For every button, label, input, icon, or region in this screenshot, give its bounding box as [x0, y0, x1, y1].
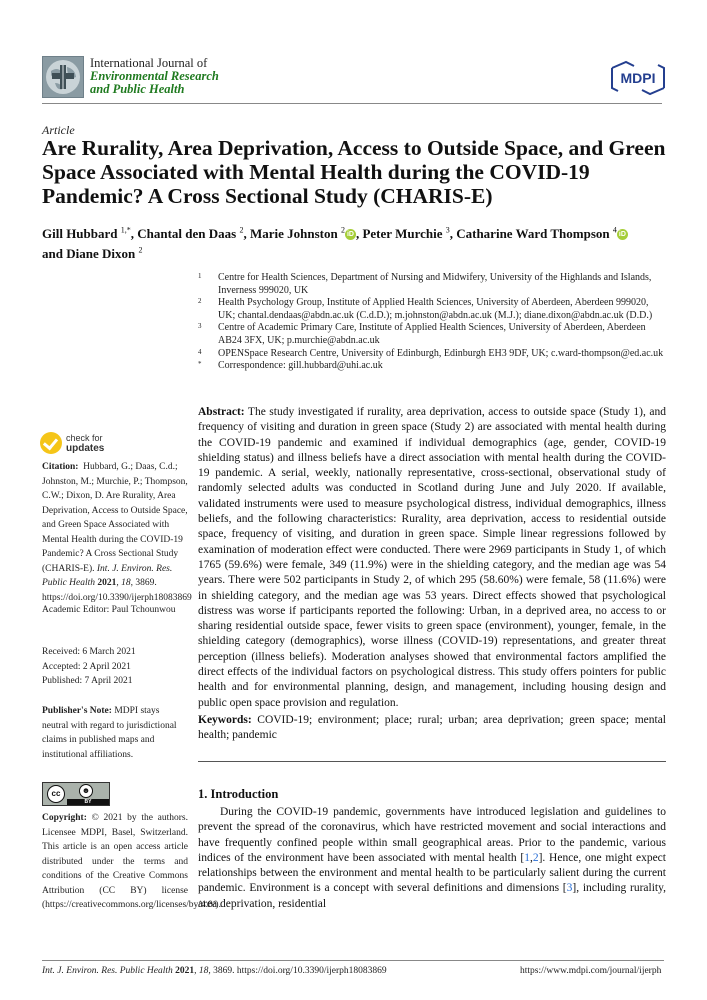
keywords-text: COVID-19; environment; place; rural; urban; area deprivation; green space; mental health; pandemic: [198, 714, 666, 742]
orcid-icon[interactable]: iD: [618, 231, 626, 239]
author: Peter Murchie $^3$,: [362, 226, 457, 242]
creative-commons-icon: cc: [47, 785, 65, 803]
journal-logo: [42, 56, 84, 98]
journal-name: [90, 57, 219, 96]
keywords: [198, 713, 666, 744]
journal-name-line1: International Journal of: [90, 56, 208, 70]
footer-citation: Int. J. Environ. Res. Public Health 2021, 18, 3869. https://doi.org/10.3390/ijerph18083869: [42, 966, 387, 976]
author: Gill Hubbard $^{1,*}$,: [42, 226, 138, 242]
copyright-notice: Copyright: © 2021 by the authors. Licensee MDPI, Basel, Switzerland. This article is an open access article distributed under the terms and conditions of the Creative Commons Attribution (CC BY) license (https://creativecommons.org/licenses/by/4.0/).: [42, 813, 221, 910]
author: and Diane Dixon $^2$: [42, 245, 143, 261]
section-heading-introduction: 1. Introduction: [198, 787, 279, 801]
publishers-note: Publisher's Note: MDPI stays neutral with regard to jurisdictional claims in published maps and institutional affiliations.: [42, 706, 177, 760]
journal-name-line2: Environmental Research: [90, 69, 219, 83]
abstract: [198, 405, 666, 711]
affiliation-item: 2 Health Psychology Group, Institute of Applied Health Sciences, University of Aberdeen, Aberdeen 999020, UK; chantal.dendaas@abdn.ac.uk (C.d.D.); m.johnston@abdn.ac.uk (M.J.); diane.dixon@abdn.ac.uk (D.D.): [198, 297, 653, 321]
attribution-person-icon: ☻: [79, 784, 93, 798]
published-date: Published: 7 April 2021: [42, 676, 133, 686]
introduction-paragraph: During the COVID-19 pandemic, governments have introduced legislation and guidelines to prevent the spread of the coronavirus, which have restricted movement and social interactions and have frequently confined people within small geographical areas. Prior to the pandemic, various indices of the environment have been associated with mental health [1,2]. Hence, one might expect relationships between the environment and mental health to be particularly salient during the current pandemic. Environment is a concept with several definitions and dimensions [3], including rurality, area deprivation, residential: [198, 806, 666, 910]
affiliation-item: 1 Centre for Health Sciences, Department of Nursing and Midwifery, University of the Highlands and Islands, Inverness 999020, UK: [198, 272, 652, 296]
check-updates-label: check for updates: [66, 433, 105, 454]
reference-link[interactable]: 3: [566, 882, 573, 895]
received-date: Received: 6 March 2021: [42, 647, 136, 657]
header-divider: [42, 103, 662, 104]
author: Catharine Ward Thompson $^4$ iD: [456, 226, 626, 242]
affiliation-item: 3 Centre of Academic Primary Care, Institute of Applied Health Sciences, University of Aberdeen, Aberdeen AB24 3FX, UK; p.murchie@abdn.ac.uk: [198, 322, 646, 346]
section-divider: [198, 761, 666, 762]
orcid-icon[interactable]: iD: [346, 231, 354, 239]
mdpi-logo: [608, 60, 668, 96]
cc-by-license-badge[interactable]: [42, 782, 110, 806]
abstract-label: Abstract:: [198, 406, 245, 418]
academic-editor: Academic Editor: Paul Tchounwou: [42, 605, 176, 615]
publication-dates: [42, 645, 188, 689]
article-type: Article: [42, 123, 75, 137]
affiliations: [198, 272, 668, 373]
reference-link[interactable]: 1: [524, 851, 530, 864]
author-list: [42, 223, 682, 262]
by-label: BY: [67, 799, 109, 805]
keywords-label: Keywords:: [198, 714, 252, 726]
mdpi-logo-text: MDPI: [620, 70, 656, 86]
check-icon: [40, 432, 62, 454]
footer-journal-url[interactable]: https://www.mdpi.com/journal/ijerph: [520, 966, 662, 976]
check-for-updates-button[interactable]: [40, 432, 120, 458]
reference-link[interactable]: 2: [532, 851, 539, 864]
correspondence: * Correspondence: gill.hubbard@uhi.ac.uk: [198, 360, 383, 372]
citation: Citation: Hubbard, G.; Daas, C.d.; Johnston, M.; Murchie, P.; Thompson, C.W.; Dixon, D. Are Rurality, Area Deprivation, Access to Outside Space, and Green Space Associated with Mental Health during the COVID-19 Pandemic? A Cross Sectional Study (CHARIS-E). Int. J. Environ. Res. Public Health 2021, 18, 3869. https://doi.org/10.3390/ijerph18083869: [42, 462, 192, 603]
paper-title: Are Rurality, Area Deprivation, Access to Outside Space, and Green Space Associated with Mental Health during the COVID-19 Pandemic? A Cross Sectional Study (CHARIS-E): [42, 136, 666, 208]
footer-divider: [42, 960, 664, 961]
accepted-date: Accepted: 2 April 2021: [42, 661, 131, 672]
author: Marie Johnston $^2$ iD ,: [249, 226, 363, 242]
globe-caduceus-icon: [43, 57, 83, 97]
journal-name-line3: and Public Health: [90, 82, 185, 96]
abstract-text: The study investigated if rurality, area deprivation, access to outside space (Study 1), and frequency of visiting and duration in green space (Study 2) are associated with mental health during the COVID-19 pandemic and examined if individual demographics (age, gender, COVID-19 shielding status) and illness beliefs have a direct association with mental health during the COVID-19 pandemic. A serial, weekly, nationally representative, cross-sectional, observational study of randomly selected adults was conducted in Scotland during June and July 2020. If available, validated instruments were used to measure psychological distress, individual demographics, illness beliefs, and the following characteristics: Rurality, area deprivation, access to residential outside space, frequency of visiting, and duration in green space. Simple linear regressions followed by examination of moderation effect were conducted. There were 2969 participants in Study 1, of which 1765 (59.6%) were female, 349 (11.9%) were in the shielding category, and the median age was 54 years. There were 502 participants in Study 2, of which 295 (58.60%) were female, 58 (11.6%) were in shielding category, and the median age was 53 years. Direct effects showed that psychological distress was worse if participants reported the following: Urban, in a deprived area, no access to or sharing residential outside space, fewer visits to green space (environment), younger, female, in the shielding category (demographics), worse illness (COVID-19) representations, and greater threat perception (illness beliefs). Moderation analyses showed that environmental factors amplified the direct effects of the individual factors on psychological distress. This study offers pointers for public health and for environmental planning, design, and management, including housing design and public open space provision and regulation.: [198, 406, 666, 709]
author: Chantal den Daas $^2$,: [137, 226, 250, 242]
affiliation-item: 4 OPENSpace Research Centre, University of Edinburgh, Edinburgh EH3 9DF, UK; c.ward-thompson@ed.ac.uk: [198, 347, 664, 359]
